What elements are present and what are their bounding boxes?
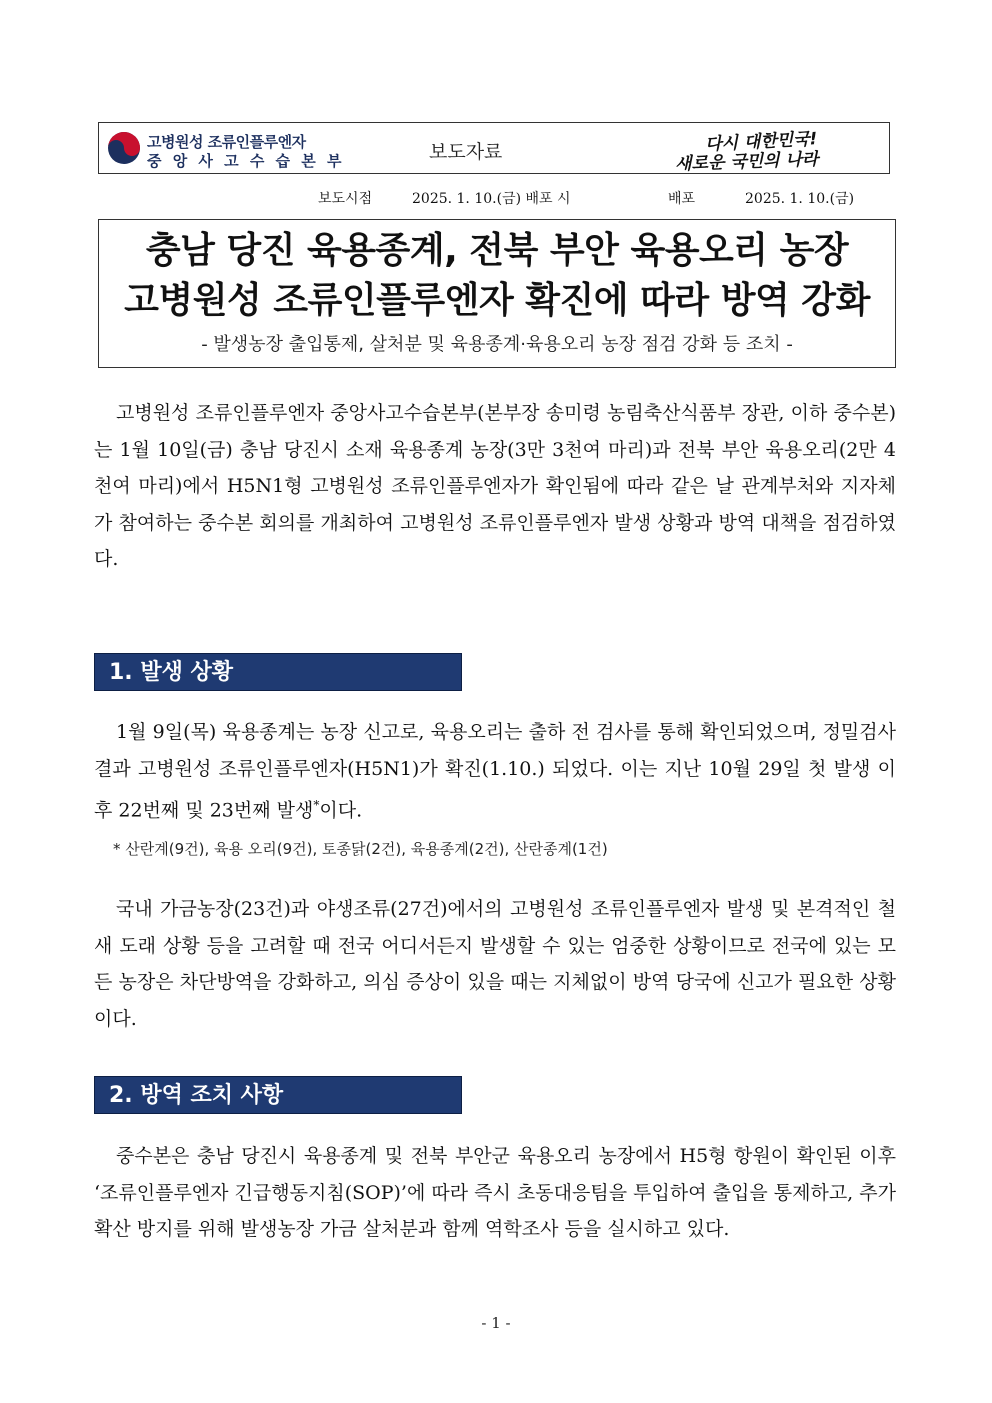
distribution-value: 2025. 1. 10.(금) [745, 191, 855, 207]
section2-paragraph1: 중수본은 충남 당진시 육용종계 및 전북 부안군 육용오리 농장에서 H5형 항원이 확인된 이후 ‘조류인플루엔자 긴급행동지침(SOP)’에 따라 즉시 초동대응팀을 투입하여 출입을 통제하고, 추가확산 방지를 위해 발생농장 가금 살처분과 함께 역학조사 등을 실시하고 있다. [94, 1145, 896, 1240]
section-heading-2: 2. 방역 조치 사항 [94, 1076, 462, 1114]
release-time-value: 2025. 1. 10.(금) 배포 시 [412, 191, 571, 207]
headline-line2: 고병원성 조류인플루엔자 확진에 따라 방역 강화 [124, 280, 870, 321]
release-time-label: 보도시점 [318, 191, 373, 207]
section1-paragraph1 [94, 714, 896, 829]
slogan-line2: 새로운 국민의 나라 [674, 149, 819, 175]
headline-box [98, 219, 896, 368]
section-heading-1: 1. 발생 상황 [94, 653, 462, 691]
headline-subtitle: - 발생농장 출입통제, 살처분 및 육용종계·육용오리 농장 점검 강화 등 조치 - [201, 334, 793, 355]
section1-paragraph2: 국내 가금농장(23건)과 야생조류(27건)에서의 고병원성 조류인플루엔자 발생 및 본격적인 철새 도래 상황 등을 고려할 때 전국 어디서든지 발생할 수 있는 엄중한 상황이므로 전국에 있는 모든 농장은 차단방역을 강화하고, 의심 증상이 있을 때는 지체없이 방역 당국에 신고가 필요한 상황이다. [94, 898, 896, 1030]
org-name-line1: 고병원성 조류인플루엔자 [147, 133, 306, 151]
press-header [98, 122, 890, 174]
section1-paragraph1-text: 1월 9일(목) 육용종계는 농장 신고로, 육용오리는 출하 전 검사를 통해 확인되었으며, 정밀검사 결과 고병원성 조류인플루엔자(H5N1)가 확진(1.10.) 되었다. 이는 지난 10월 29일 첫 발생 이후 22번째 및 23번째 발생 [94, 721, 896, 822]
org-logo [107, 129, 347, 169]
footnote: * 산란계(9건), 육용 오리(9건), 토종닭(2건), 육용종계(2건), 산란종계(1건) [113, 840, 608, 858]
government-slogan [667, 127, 877, 175]
page-number: - 1 - [481, 1314, 511, 1332]
doc-type-label: 보도자료 [429, 141, 503, 163]
headline-line1: 충남 당진 육용종계, 전북 부안 육용오리 농장 [145, 230, 849, 271]
footnote-marker: * [313, 798, 320, 812]
org-name-line2: 중 앙 사 고 수 습 본 부 [147, 152, 345, 170]
intro-paragraph: 고병원성 조류인플루엔자 중앙사고수습본부(본부장 송미령 농림축산식품부 장관, 이하 중수본)는 1월 10일(금) 충남 당진시 소재 육용종계 농장(3만 3천여 마리)과 전북 부안 육용오리(2만 4천여 마리)에서 H5N1형 고병원성 조류인플루엔자가 확인됨에 따라 같은 날 관계부처와 지자체가 참여하는 중수본 회의를 개최하여 고병원성 조류인플루엔자 발생 상황과 방역 대책을 점검하였다. [94, 402, 896, 570]
distribution-label: 배포 [668, 191, 696, 207]
taegeuk-logo-icon [107, 131, 141, 165]
slogan-line1: 다시 대한민국! [704, 129, 818, 155]
section1-paragraph1-end: 이다. [319, 799, 363, 822]
